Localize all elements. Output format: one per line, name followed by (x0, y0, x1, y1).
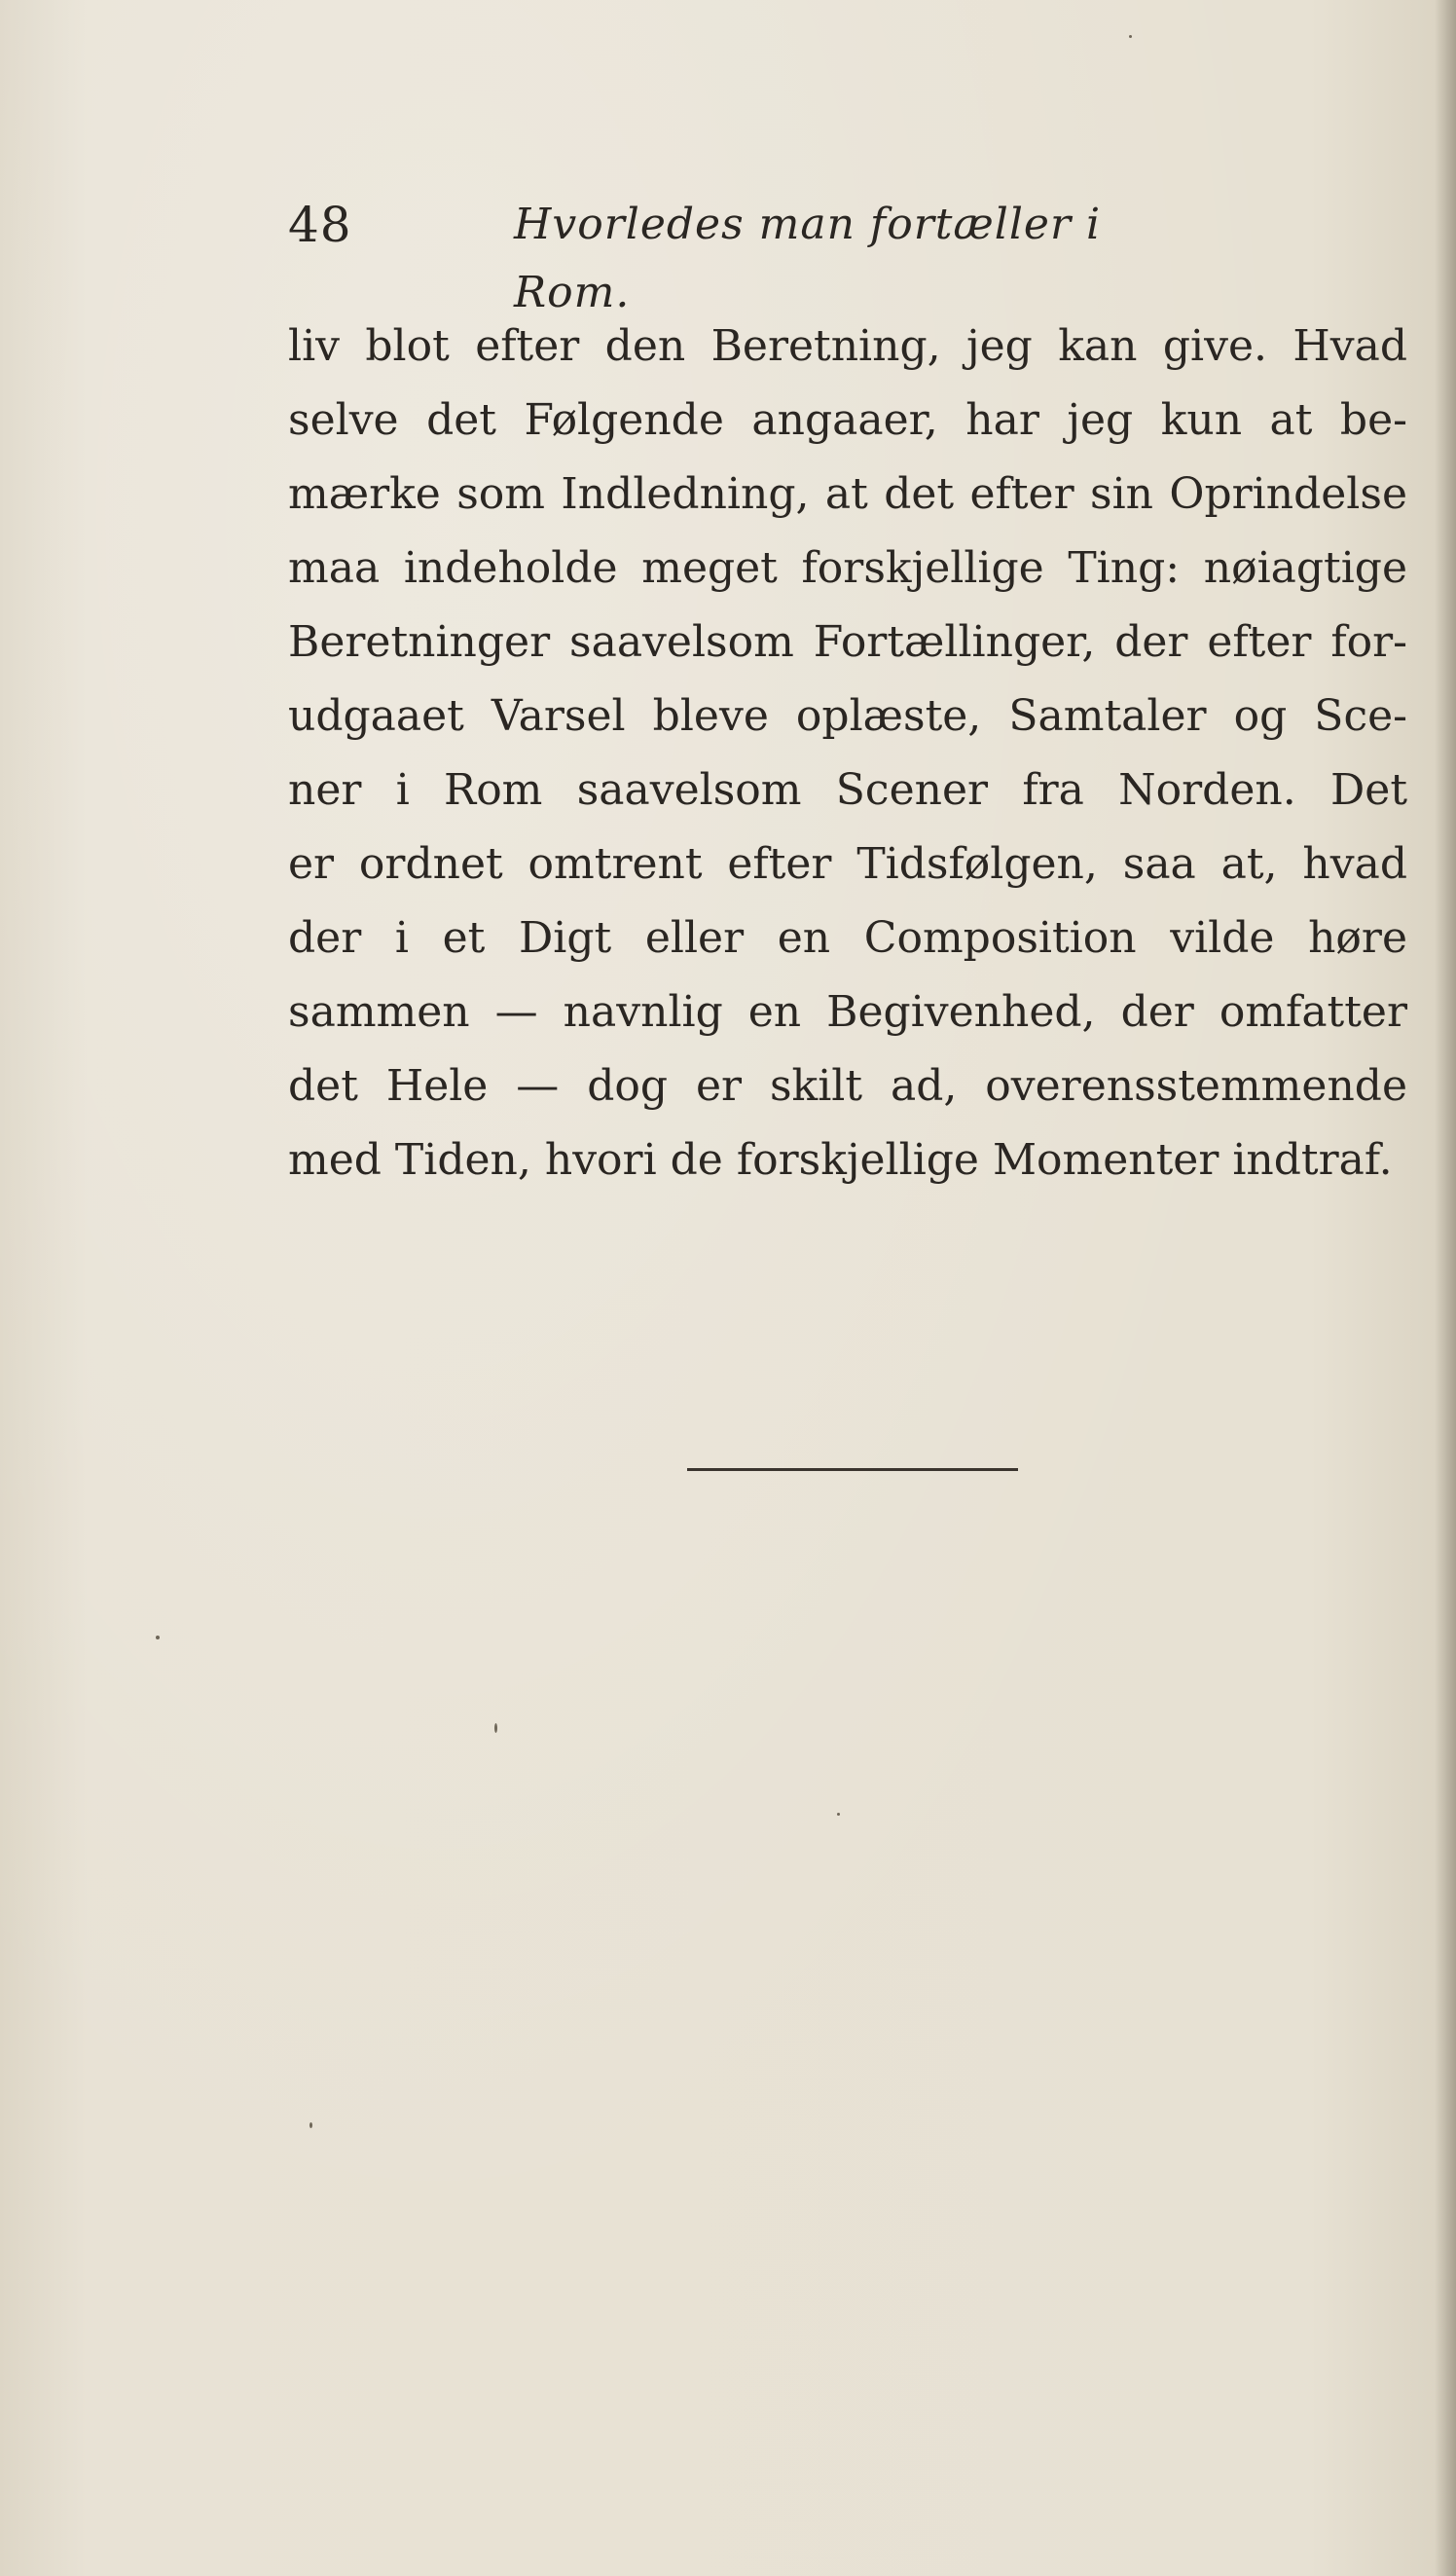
paper-speck (156, 1636, 160, 1639)
section-divider (687, 1468, 1018, 1471)
text-line: det Hele — dog er skilt ad, overensstemmende (288, 1061, 1407, 1111)
page-header (288, 191, 1145, 317)
text-line: selve det Følgende angaaer, har jeg kun at be- (288, 395, 1407, 445)
text-line: maa indeholde meget forskjellige Ting: nøiagtige (288, 543, 1407, 593)
paper-speck (837, 1813, 840, 1816)
text-line: liv blot efter den Beretning, jeg kan give. Hvad (288, 321, 1407, 371)
page-edge-shadow (1435, 0, 1456, 2576)
running-title: Hvorledes man fortæller i Rom. (514, 200, 1102, 317)
text-line: udgaaet Varsel bleve oplæste, Samtaler og Sce- (288, 691, 1407, 741)
paper-speck (1129, 35, 1132, 38)
text-line: der i et Digt eller en Composition vilde høre (288, 913, 1407, 963)
text-line: mærke som Indledning, at det efter sin Oprindelse (288, 469, 1407, 519)
body-text (288, 310, 1407, 1197)
page-number: 48 (288, 197, 352, 253)
text-line: sammen — navnlig en Begivenhed, der omfatter (288, 987, 1407, 1037)
text-line: er ordnet omtrent efter Tidsfølgen, saa at, hvad (288, 839, 1407, 889)
text-line: ner i Rom saavelsom Scener fra Norden. Det (288, 765, 1407, 815)
paper-speck (309, 2122, 312, 2128)
text-line-last: med Tiden, hvori de forskjellige Momenter indtraf. (288, 1135, 1393, 1185)
paper-speck (494, 1723, 497, 1733)
text-line: Beretninger saavelsom Fortællinger, der efter for- (288, 617, 1407, 667)
